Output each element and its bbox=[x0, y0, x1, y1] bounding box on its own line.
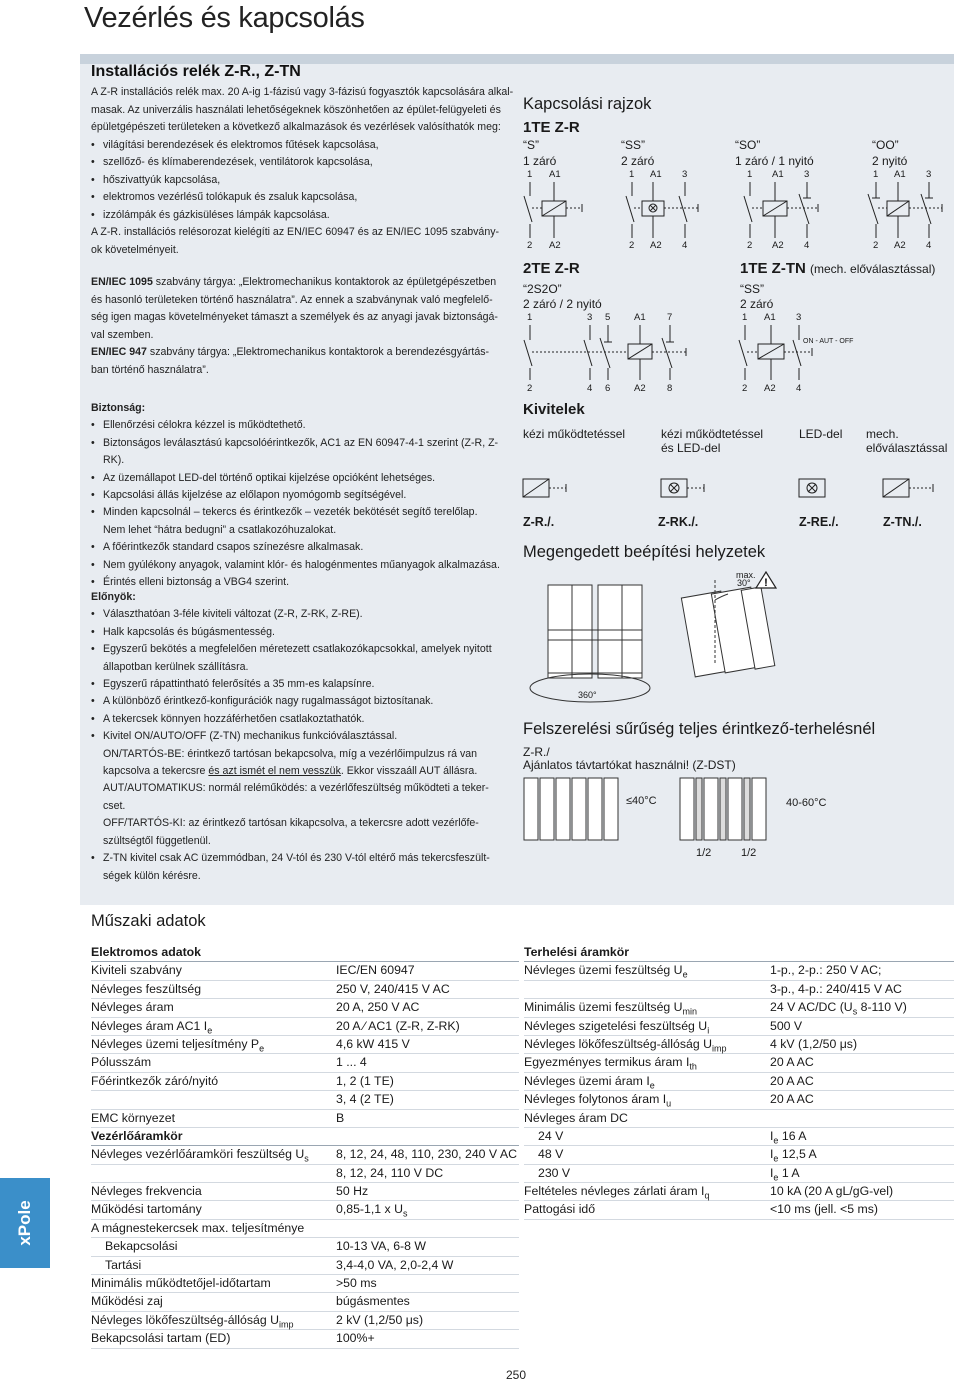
variant-code: “OO” bbox=[872, 138, 899, 152]
density-heading: Felszerelési sűrűség teljes érintkező-terhelésnél bbox=[523, 720, 876, 738]
table-row bbox=[524, 962, 954, 980]
device-group-2 bbox=[680, 778, 766, 840]
density-line: Z-R./ bbox=[523, 745, 550, 759]
spec-key: 24 V bbox=[538, 1128, 564, 1143]
table-row bbox=[524, 1183, 954, 1201]
std-label: EN/IEC 1095 bbox=[91, 276, 153, 288]
table-row bbox=[91, 981, 519, 999]
table-row bbox=[524, 1091, 954, 1109]
table-row bbox=[91, 1165, 519, 1183]
spec-value: 1 ... 4 bbox=[336, 1055, 367, 1070]
intro-line: masak. Az univerzális használati lehetőségeknek köszönhetően az épület-felügyeleti és bbox=[91, 103, 501, 116]
terminal-label: A2 bbox=[772, 240, 784, 251]
device-group-1 bbox=[524, 778, 618, 840]
list-item: • Kapcsolási állás kijelzése az előlapon nyomógomb segítségével. bbox=[91, 487, 515, 504]
spec-key: Névleges frekvencia bbox=[91, 1184, 202, 1199]
spec-value: búgásmentes bbox=[336, 1294, 410, 1309]
variant-code: “SO” bbox=[735, 138, 761, 152]
list-item: • Ellenőrzési célokra kézzel is működtethető. bbox=[91, 417, 515, 434]
spec-key: 48 V bbox=[538, 1147, 564, 1162]
terminal-label: 2 bbox=[629, 240, 635, 251]
table-row bbox=[91, 1312, 519, 1330]
variant-code: “S” bbox=[523, 138, 539, 152]
spec-value: 1, 2 (1 TE) bbox=[336, 1073, 394, 1088]
spec-key: Névleges áram bbox=[91, 1000, 174, 1015]
terminal-label: 6 bbox=[605, 383, 611, 394]
table-row bbox=[91, 1110, 519, 1128]
density-line: Ajánlatos távtartókat használni! (Z-DST) bbox=[523, 758, 736, 772]
table-row bbox=[91, 999, 519, 1017]
variant-desc: 2 záró / 2 nyitó bbox=[523, 297, 602, 311]
list-item: • Egyszerű rápattintható felerősítés a 35 mm-es kalapsínre. bbox=[91, 676, 515, 693]
variant-desc: 1 záró bbox=[523, 154, 557, 168]
list-item: • Biztonságos leválasztású kapcsolóérintkezők, AC1 az EN 60947-4-1 szerint (Z-R, Z-RK). bbox=[91, 435, 515, 470]
intro-closing: ok követelményeit. bbox=[91, 243, 179, 256]
variant-desc: 1 záró / 1 nyitó bbox=[735, 154, 814, 168]
std-label: EN/IEC 947 bbox=[91, 346, 147, 358]
spec-key: Névleges üzemi feszültség $U_e$ bbox=[524, 963, 688, 980]
spec-value: IEC/EN 60947 bbox=[336, 963, 415, 978]
spec-key: 230 V bbox=[538, 1165, 571, 1180]
terminal-label: 7 bbox=[667, 312, 673, 323]
terminal-label: 3 bbox=[682, 169, 688, 180]
spec-key: Névleges vezérlőáramköri feszültség $U_s$ bbox=[91, 1147, 309, 1164]
spec-key: Bekapcsolási bbox=[105, 1239, 178, 1254]
table-row bbox=[91, 1073, 519, 1091]
list-item: • szellőző- és klímaberendezések, ventilátorok kapcsolása, bbox=[91, 154, 515, 172]
std-line: ség igen magas követelményeket támaszt a személyek és az anyagi javak biztonságá- bbox=[91, 311, 498, 323]
list-item: • izzólámpák és gázkisüléses lámpák kapcsolása. bbox=[91, 207, 515, 225]
spec-value: >50 ms bbox=[336, 1276, 377, 1291]
spec-key: Névleges feszültség bbox=[91, 981, 202, 996]
spec-key: Feltételes névleges zárlati áram $I_q$ bbox=[524, 1184, 710, 1201]
list-item: • Nem gyúlékony anyagok, valamint klór- és halogénmentes műanyagok alkalmazása. bbox=[91, 557, 515, 574]
variant-code: “SS” bbox=[740, 282, 764, 296]
spec-value: 24 V AC/DC ($U_s$ 8-110 V) bbox=[770, 1000, 907, 1017]
temp-label: 40-60°C bbox=[786, 797, 827, 809]
terminal-label: A2 bbox=[894, 240, 906, 251]
max-label: max. bbox=[736, 570, 756, 580]
spec-key: A mágnestekercsek max. teljesítménye bbox=[91, 1220, 305, 1235]
table-row bbox=[91, 1146, 519, 1164]
table-row bbox=[91, 1257, 519, 1275]
load-table bbox=[524, 944, 954, 1220]
table-row bbox=[524, 1036, 954, 1054]
terminal-label: 3 bbox=[926, 169, 932, 180]
list-item: • A tekercsek könnyen hozzáférhetően csatlakoztathatók. bbox=[91, 711, 515, 728]
intro-line: épületgépészeti területeken a következő alkalmazások és vezérlések valósíthatók meg: bbox=[91, 121, 501, 133]
spec-key: Névleges üzemi áram $I_e$ bbox=[524, 1073, 655, 1091]
table-row bbox=[524, 1146, 954, 1164]
table-header: Terhelési áramkör bbox=[524, 944, 954, 962]
spec-value: 10 kA (20 A gL/gG-vel) bbox=[770, 1184, 894, 1199]
terminal-label: 3 bbox=[587, 312, 593, 323]
table-header: Vezérlőáramkör bbox=[91, 1128, 519, 1146]
spec-value: 20 A AC bbox=[770, 1073, 814, 1088]
variant-desc: 2 záró bbox=[621, 154, 655, 168]
terminal-label: A1 bbox=[650, 169, 662, 180]
table-row bbox=[91, 1293, 519, 1311]
terminal-label: A2 bbox=[764, 383, 776, 394]
table-row bbox=[91, 1183, 519, 1201]
spec-value: 3, 4 (2 TE) bbox=[336, 1092, 394, 1107]
spec-value: 100%+ bbox=[336, 1331, 375, 1346]
list-item-text: állapotban kerülnek szállításra. bbox=[103, 660, 249, 673]
mounting-heading: Megengedett beépítési helyzetek bbox=[523, 543, 766, 561]
table-header: Elektromos adatok bbox=[91, 944, 519, 962]
mode-on-text: . Ekkor visszaáll AUT állásra. bbox=[340, 765, 478, 778]
terminal-label: 4 bbox=[682, 240, 688, 251]
spec-value: 20 A AC bbox=[770, 1092, 814, 1107]
section-title: Installációs relék Z-R., Z-TN bbox=[91, 63, 301, 80]
mode-on-underline: és azt ismét el nem vesszük bbox=[208, 765, 341, 778]
tech-title: Műszaki adatok bbox=[91, 912, 206, 930]
spec-key: Kiviteli szabvány bbox=[91, 963, 182, 978]
version-desc: kézi működtetéssel bbox=[661, 427, 764, 441]
terminal-label: 1 bbox=[527, 312, 533, 323]
std-line: val szemben. bbox=[91, 328, 154, 341]
spec-key: Névleges lökőfeszültség-állóság $U_{imp}$ bbox=[524, 1036, 727, 1054]
list-item-text: Egyszerű bekötés a megfelelően méretezett csatlakozókapcsokkal, amelyek nyitott bbox=[103, 643, 492, 656]
mode-auto-text: cset. bbox=[103, 799, 126, 812]
version-desc: és LED-del bbox=[661, 441, 721, 455]
versions-heading: Kivitelek bbox=[523, 401, 585, 418]
spec-key: Névleges üzemi teljesítmény $P_e$ bbox=[91, 1036, 265, 1054]
page-title: Vezérlés és kapcsolás bbox=[84, 2, 365, 34]
list-item: • A főérintkezők standard csapos színezésre alkalmasak. bbox=[91, 539, 515, 556]
terminal-label: 8 bbox=[667, 383, 673, 394]
list-item: • világítási berendezések és elektromos fűtések kapcsolása, bbox=[91, 137, 515, 155]
variant-code: “SS” bbox=[621, 138, 645, 152]
terminal-label: 4 bbox=[804, 240, 810, 251]
terminal-label: A2 bbox=[549, 240, 561, 251]
temp-label: ≤40°C bbox=[626, 795, 657, 807]
terminal-label: 1 bbox=[747, 169, 753, 180]
ztn-title: 1TE Z-TN bbox=[740, 260, 806, 277]
list-item: • hőszivattyúk kapcsolása, bbox=[91, 172, 515, 190]
spec-value: 10-13 VA, 6-8 W bbox=[336, 1239, 426, 1254]
safety-title: Biztonság: bbox=[91, 402, 146, 414]
terminal-label: A1 bbox=[772, 169, 784, 180]
terminal-label: 2 bbox=[527, 240, 533, 251]
spec-key: Bekapcsolási tartam (ED) bbox=[91, 1331, 231, 1346]
terminal-label: A1 bbox=[549, 169, 561, 180]
spec-key: Működési tartomány bbox=[91, 1202, 202, 1217]
spec-value: <10 ms (jell. <5 ms) bbox=[770, 1202, 878, 1217]
spec-value: $I_e$ 1 A bbox=[770, 1165, 800, 1183]
table-row bbox=[91, 962, 519, 980]
table-row bbox=[524, 999, 954, 1017]
spec-key: Névleges folytonos áram $I_u$ bbox=[524, 1092, 672, 1109]
spec-value: 20 A ⁄ AC1 (Z-R, Z-RK) bbox=[336, 1018, 460, 1033]
terminal-label: 2 bbox=[873, 240, 879, 251]
table-row bbox=[91, 1238, 519, 1256]
table-row bbox=[524, 1018, 954, 1036]
spec-key: Pólusszám bbox=[91, 1055, 152, 1070]
spacing-ratio: 1/2 bbox=[741, 847, 757, 859]
terminal-label: 4 bbox=[796, 383, 802, 394]
mode-off-text: szültségtől függetlenül. bbox=[103, 834, 211, 847]
spec-key: Minimális működtetőjel-időtartam bbox=[91, 1276, 271, 1291]
list-item: • Választhatóan 3-féle kiviteli változat (Z-R, Z-RK, Z-RE). bbox=[91, 606, 515, 623]
spec-value: 0,85-1,1 x $U_s$ bbox=[336, 1202, 408, 1219]
spec-value: 20 A, 250 V AC bbox=[336, 1000, 420, 1015]
variant-code: “2S2O” bbox=[523, 282, 562, 296]
terminal-label: A1 bbox=[764, 312, 776, 323]
list-item: • Halk kapcsolás és búgásmentesség. bbox=[91, 624, 515, 641]
wiring-heading: Kapcsolási rajzok bbox=[523, 95, 652, 113]
table-row bbox=[524, 981, 954, 999]
spec-key: Névleges áram DC bbox=[524, 1110, 628, 1125]
page-number: 250 bbox=[506, 1368, 527, 1382]
list-item: • Érintés elleni biztonság a VBG4 szerint. bbox=[91, 574, 515, 591]
spec-value: 3,4-4,0 VA, 2,0-2,4 W bbox=[336, 1257, 454, 1272]
mode-off-text: OFF/TARTÓS-KI: az érintkező tartósan kikapcsolva, a tekercsre adott vezérlőfe- bbox=[103, 817, 479, 830]
std-line: szabvány tárgya: „Elektromechanikus kontaktorok a berendezésgyártás- bbox=[146, 346, 490, 358]
brand-tab bbox=[0, 1178, 50, 1268]
spec-value: $I_e$ 12,5 A bbox=[770, 1147, 817, 1164]
version-desc: előválasztással bbox=[866, 441, 948, 455]
table-row bbox=[524, 1110, 954, 1128]
terminal-label: 1 bbox=[527, 169, 533, 180]
spec-value: 1-p., 2-p.: 250 V AC; bbox=[770, 963, 882, 978]
spec-value: B bbox=[336, 1110, 345, 1125]
terminal-label: A2 bbox=[634, 383, 646, 394]
spec-value: 4 kV (1,2/50 μs) bbox=[770, 1036, 858, 1051]
table-row bbox=[524, 1201, 954, 1219]
spec-key: Pattogási idő bbox=[524, 1202, 596, 1217]
spec-value: 3-p., 4-p.: 240/415 V AC bbox=[770, 981, 902, 996]
terminal-label: 2 bbox=[742, 383, 748, 394]
wiring-sub-1te: 1TE Z-R bbox=[523, 119, 580, 136]
terminal-label: A1 bbox=[634, 312, 646, 323]
wiring-sub-2te: 2TE Z-R bbox=[523, 260, 580, 277]
version-desc: LED-del bbox=[799, 427, 843, 441]
terminal-label: A1 bbox=[894, 169, 906, 180]
version-code: Z-TN./. bbox=[883, 515, 922, 529]
variant-desc: 2 záró bbox=[740, 297, 774, 311]
ztn-note: (mech. előválasztással) bbox=[810, 262, 936, 276]
terminal-label: 1 bbox=[629, 169, 635, 180]
table-row bbox=[91, 1054, 519, 1072]
version-code: Z-RK./. bbox=[658, 515, 699, 529]
spec-key: Főérintkezők záró/nyitó bbox=[91, 1073, 219, 1088]
table-row bbox=[91, 1091, 519, 1109]
angle-label: 30° bbox=[737, 578, 751, 588]
spec-key: Névleges áram AC1 $I_e$ bbox=[91, 1018, 213, 1036]
mode-on-text: ON/TARTÓS-BE: érintkező tartósan bekapcsolva, míg a vezérlőimpulzus rá van bbox=[103, 747, 478, 760]
list-item: • A különböző érintkező-konfigurációk nagy rugalmasságot biztosítanak. bbox=[91, 693, 515, 710]
table-row bbox=[524, 1073, 954, 1091]
std-line: és hasonló területeken történő használatra”. Az ennek a szabványnak való megfelelő- bbox=[91, 293, 493, 306]
terminal-label: 1 bbox=[873, 169, 879, 180]
spec-key: Működési zaj bbox=[91, 1294, 163, 1309]
spec-value: 8, 12, 24, 48, 110, 230, 240 V AC bbox=[336, 1147, 517, 1162]
spec-value: 4,6 kW 415 V bbox=[336, 1036, 410, 1051]
mode-on-text: kapcsolva a tekercsre bbox=[103, 765, 209, 778]
list-item: • Az üzemállapot LED-del történő optikai kijelzése opcióként lehetséges. bbox=[91, 470, 515, 487]
spacing-ratio: 1/2 bbox=[696, 847, 712, 859]
spec-key: Minimális üzemi feszültség $U_{min}$ bbox=[524, 1000, 698, 1017]
list-item-text: Z-TN kivitel csak AC üzemmódban, 24 V-tól és 230 V-tól eltérő más tekercsfeszült- bbox=[103, 852, 490, 865]
intro-line: A Z-R installációs relék max. 20 A-ig 1-fázisú vagy 3-fázisú fogyasztók kapcsolására alkal- bbox=[91, 86, 514, 98]
table-row bbox=[524, 1165, 954, 1183]
table-row bbox=[524, 1054, 954, 1072]
std-line: szabvány tárgya: „Elektromechanikus kontaktorok az épületgépészetben bbox=[152, 276, 497, 288]
version-desc: mech. bbox=[866, 427, 899, 441]
terminal-label: A2 bbox=[650, 240, 662, 251]
terminal-label: 2 bbox=[527, 383, 533, 394]
table-row bbox=[524, 1128, 954, 1146]
table-row bbox=[91, 1201, 519, 1219]
spec-key: Névleges szigetelési feszültség $U_i$ bbox=[524, 1018, 710, 1036]
std-line: ban történő használatra”. bbox=[91, 363, 209, 376]
advantages-title: Előnyök: bbox=[91, 591, 136, 603]
spec-value: 50 Hz bbox=[336, 1184, 369, 1199]
terminal-label: 4 bbox=[926, 240, 932, 251]
brand-label: xPole bbox=[15, 1200, 34, 1246]
spec-value: 2 kV (1,2/50 μs) bbox=[336, 1312, 424, 1327]
list-item-text: Nem lehet “hátra bedugni” a csatlakozóhuzalokat. bbox=[103, 523, 337, 536]
spec-value: 20 A AC bbox=[770, 1055, 814, 1070]
version-code: Z-RE./. bbox=[799, 515, 839, 529]
spec-key: Egyezményes termikus áram $I_{th}$ bbox=[524, 1055, 697, 1072]
spec-value: 8, 12, 24, 110 V DC bbox=[336, 1165, 444, 1180]
variant-desc: 2 nyitó bbox=[872, 154, 908, 168]
list-item-text: ségek külön kérésre. bbox=[103, 869, 201, 882]
list-item-text: Minden kapcsolnál – tekercs és érintkezők – vezeték bekötését segítő terelőlap. bbox=[103, 506, 478, 519]
table-row bbox=[91, 1220, 519, 1238]
list-item-text: Kivitel ON/AUTO/OFF (Z-TN) mechanikus funkcióválasztással. bbox=[103, 730, 398, 743]
spec-key: Tartási bbox=[105, 1257, 142, 1272]
table-row bbox=[91, 1275, 519, 1293]
spec-key: EMC környezet bbox=[91, 1110, 176, 1125]
mode-auto-text: AUT/AUTOMATIKUS: normál reléműködés: a vezérlőfeszültség működteti a teker- bbox=[103, 782, 489, 795]
rotation-label: 360° bbox=[578, 690, 597, 700]
terminal-label: 1 bbox=[742, 312, 748, 323]
intro-closing: A Z-R. installációs relésorozat kielégíti az EN/IEC 60947 és az EN/IEC 1095 szabvány- bbox=[91, 226, 500, 238]
selector-label: ON - AUT - OFF bbox=[803, 338, 854, 345]
svg-text:!: ! bbox=[764, 577, 768, 589]
version-code: Z-R./. bbox=[523, 515, 555, 529]
list-item: • elektromos vezérlésű tolókapuk és zsaluk kapcsolása, bbox=[91, 189, 515, 207]
table-row bbox=[91, 1018, 519, 1036]
terminal-label: 4 bbox=[587, 383, 593, 394]
spec-value: 500 V bbox=[770, 1018, 803, 1033]
spec-value: $I_e$ 16 A bbox=[770, 1128, 807, 1146]
terminal-label: 5 bbox=[605, 312, 611, 323]
spec-key: Névleges lökőfeszültség-állóság $U_{imp}$ bbox=[91, 1312, 294, 1330]
table-row bbox=[91, 1330, 519, 1348]
spec-value: 250 V, 240/415 V AC bbox=[336, 981, 450, 996]
table-row bbox=[91, 1036, 519, 1054]
terminal-label: 2 bbox=[747, 240, 753, 251]
version-desc: kézi működtetéssel bbox=[523, 427, 626, 441]
terminal-label: 3 bbox=[804, 169, 810, 180]
terminal-label: 3 bbox=[796, 312, 802, 323]
electrical-table bbox=[91, 944, 519, 1349]
